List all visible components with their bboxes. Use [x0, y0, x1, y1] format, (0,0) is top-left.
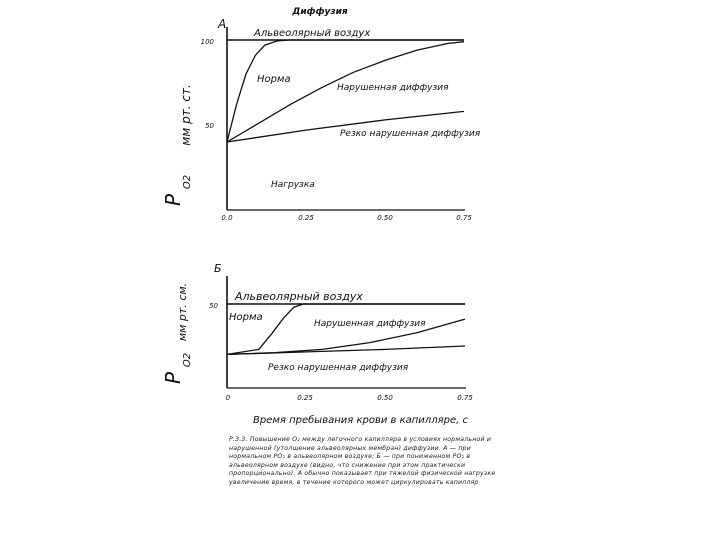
panel-label-b: Б [214, 262, 222, 275]
series-label-impaired-b: Нарушенная диффузия [314, 319, 426, 329]
panel-a [161, 17, 481, 222]
series-label-norm-b: Норма [229, 312, 263, 323]
series-label-alveolar-b: Альвеолярный воздух [235, 290, 363, 303]
y-tick-50-a: 50 [205, 122, 214, 130]
panel-label-a: А [218, 17, 227, 31]
y-axis-unit-b: мм рт. см. [176, 282, 189, 342]
figure-title: Диффузия [292, 7, 348, 17]
series-label-impaired-a: Нарушенная диффузия [337, 83, 449, 93]
y-axis-subscript-b: O2 [182, 352, 193, 368]
x-tick-025-a: 0.25 [298, 214, 314, 222]
panel-b [161, 262, 473, 426]
series-label-norm-a: Норма [257, 74, 291, 85]
x-tick-050-b: 0.50 [377, 394, 393, 402]
x-tick-0-b: 0 [225, 394, 231, 402]
series-label-severe-a: Резко нарушенная диффузия [340, 129, 481, 139]
series-line-severely-impaired-diffusion-b [227, 346, 465, 354]
x-tick-050-a: 0.50 [377, 214, 393, 222]
series-label-alveolar-a: Альвеолярный воздух [254, 28, 371, 39]
y-axis-symbol-a: P [161, 193, 185, 207]
series-label-severe-b: Резко нарушенная диффузия [268, 363, 409, 373]
y-axis-symbol-b: P [161, 371, 185, 385]
annotation-load-a: Нагрузка [271, 180, 315, 190]
y-axis-label-b [161, 283, 193, 384]
y-tick-100-a: 100 [200, 38, 214, 46]
y-tick-50-b: 50 [209, 302, 218, 310]
figure-caption: Р.3.3. Повышение О₂ между легочного капилляра в условиях нормальной и нарушенной (утолщение альвеолярных мембран) диффузии. А — при нормальном РО₂ в альвеолярном воздухе; Б — при пониженном РО₂ в альвеолярном воздухе (видно, что снижение при этом практически пропорционально). А обычно показывает при тяжелой физической нагрузке увеличение время, в течение которого может циркулировать капилляр [229, 436, 496, 486]
x-tick-075-b: 0.75 [457, 394, 473, 402]
x-tick-025-b: 0.25 [297, 394, 313, 402]
y-axis-label-a [161, 84, 193, 206]
y-axis-unit-a: мм рт. ст. [179, 84, 193, 146]
x-tick-0-a: 0.0 [221, 214, 233, 222]
y-axis-subscript-a: O2 [182, 174, 193, 190]
x-tick-075-a: 0.75 [456, 214, 472, 222]
series-group-b [227, 304, 465, 354]
x-axis-label-b: Время пребывания крови в капилляре, с [253, 415, 468, 426]
